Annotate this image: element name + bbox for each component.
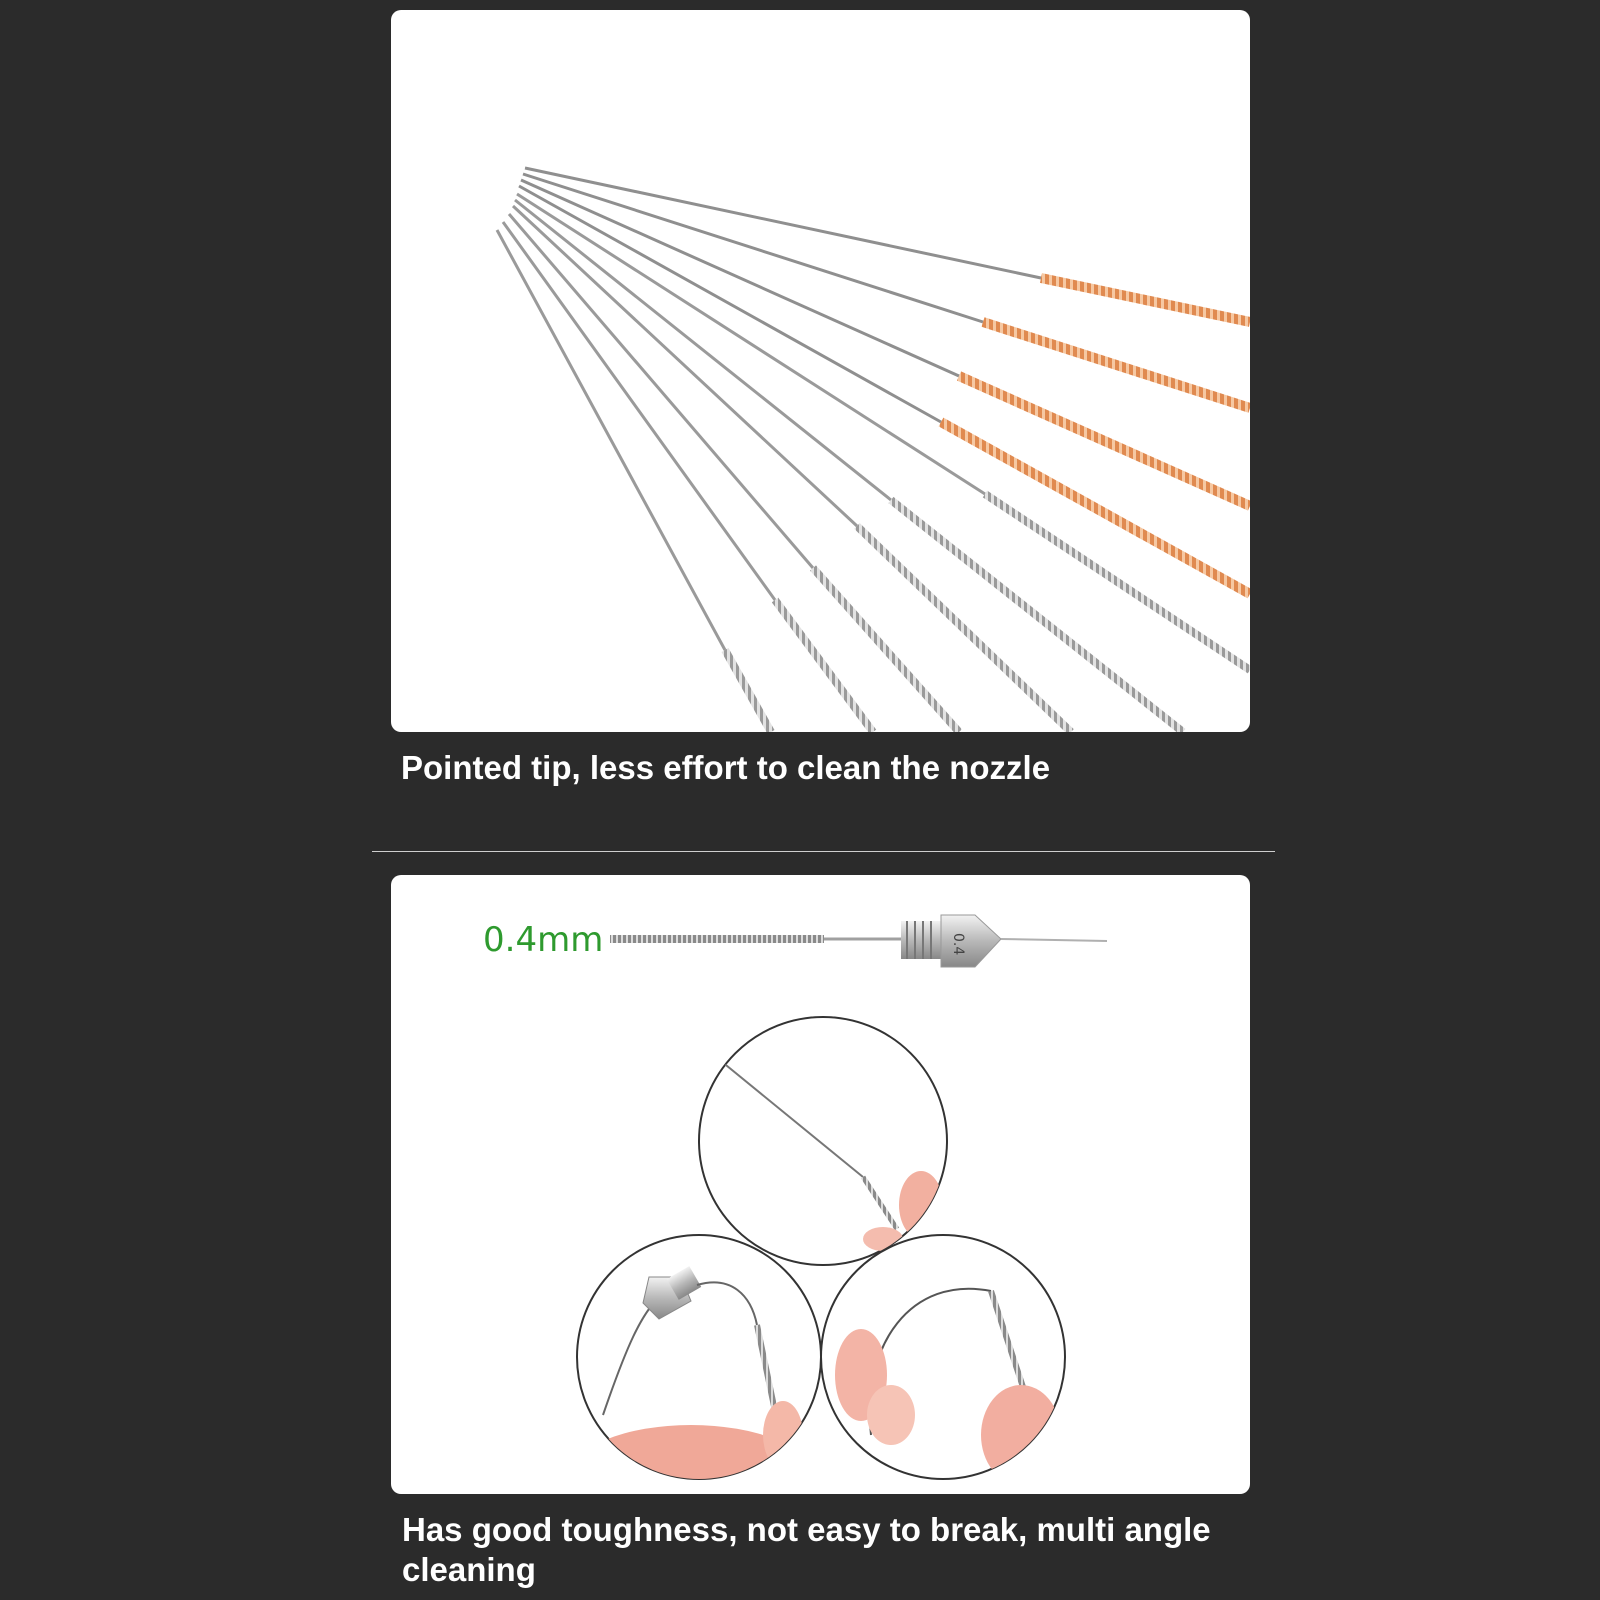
steel-needle-1: [517, 194, 1250, 670]
nozzle-icon: [901, 915, 1001, 967]
copper-needle-2: [523, 174, 1250, 408]
steel-needle-3: [513, 206, 1071, 732]
nozzle-marking: 0.4: [950, 933, 966, 956]
copper-needle-1: [525, 168, 1250, 322]
caption-toughness: Has good toughness, not easy to break, multi angle cleaning: [402, 1511, 1211, 1588]
closeup-straight-needle: [699, 1017, 947, 1265]
toughness-illustration: [391, 875, 1250, 1494]
caption-pointed-tip: Pointed tip, less effort to clean the nozzle: [401, 749, 1051, 786]
needles-fan-illustration: [391, 10, 1250, 732]
needle-size-label: 0.4mm: [483, 920, 604, 960]
closeup-bent-needle: [821, 1235, 1065, 1485]
needles-fan-panel: [391, 10, 1250, 732]
steel-needle-5: [503, 222, 873, 732]
toughness-panel: [391, 875, 1250, 1494]
copper-needle-4: [519, 186, 1250, 594]
copper-needle-3: [521, 180, 1250, 506]
needle-through-nozzle: [610, 915, 1107, 967]
section-divider: [372, 851, 1275, 852]
closeup-nozzle-bent: [571, 1235, 821, 1494]
